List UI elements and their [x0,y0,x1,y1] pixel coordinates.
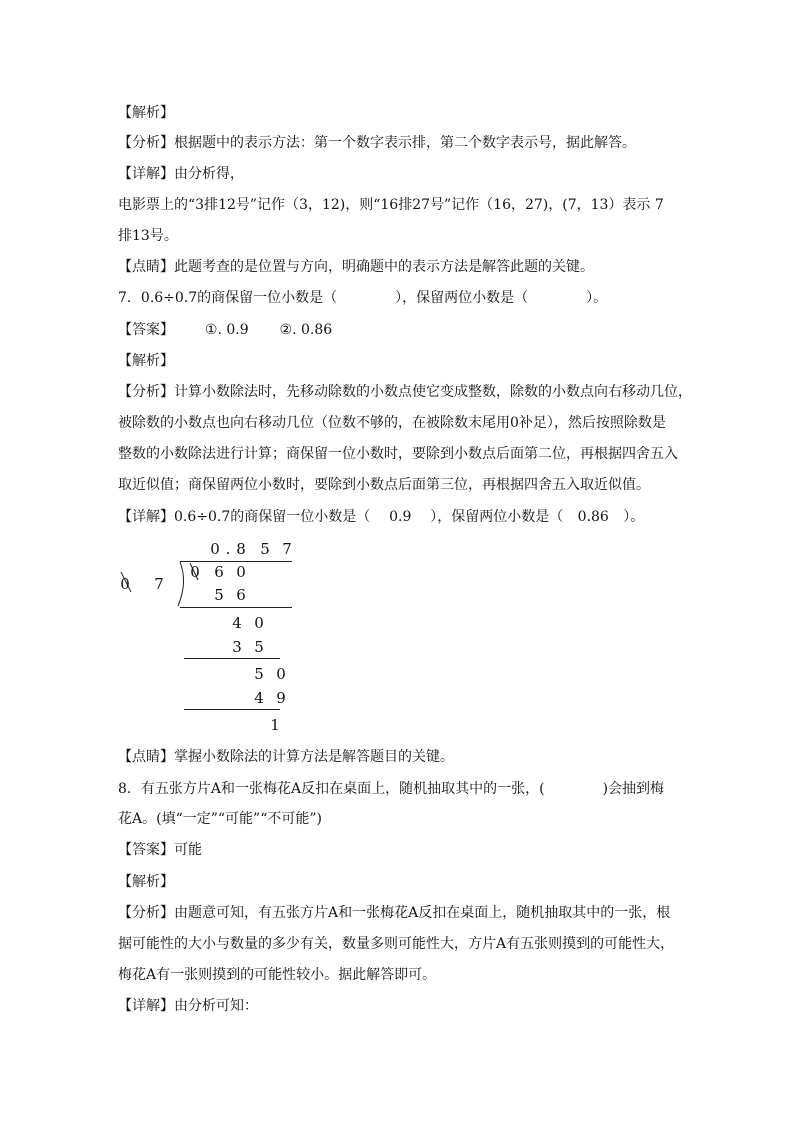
step-digit: 6 [236,586,246,604]
divisor-digit: 7 [154,575,164,593]
q8-fenxi-line-2: 据可能性的大小与数量的多少有关，数量多则可能性大，方片A有五张则摸到的可能性大， [118,936,675,952]
dianjing-label: 【点睛】 [118,749,174,765]
q8-jiexi-heading: 【解析】 [118,874,174,890]
subtraction-line [180,607,292,608]
fenxi-label: 【分析】 [118,905,174,921]
dianjing-text: 掌握小数除法的计算方法是解答题目的关键。 [174,749,454,765]
fenxi-label: 【分析】 [118,135,174,151]
q8-answer [118,840,678,860]
quotient-digit: 7 [282,540,292,558]
q8-question-line-1: 8．有五张方片A和一张梅花A反扣在桌面上，随机抽取其中的一张，( )会抽到梅 [118,781,665,797]
q6-detail-line-2: 排13号。 [118,228,178,244]
divisor-digit: 0 [120,575,130,593]
q8-fenxi-line-1: 【分析】由题意可知，有五张方片A和一张梅花A反扣在桌面上，随机抽取其中的一张，根 [118,905,671,921]
step-digit: 0 [254,614,264,632]
step-digit: 4 [254,689,264,707]
q8-fenxi-line-3: 梅花A有一张则摸到的可能性较小。据此解答即可。 [118,967,437,983]
q7-fenxi-line-1: 【分析】计算小数除法时，先移动除数的小数点使它变成整数，除数的小数点向右移动几位， [118,384,692,400]
subtraction-line [184,709,280,710]
q8-question-line-2: 花A。(填“一定”“可能”“不可能”) [118,811,322,827]
xiangjie-answer-1: 0.9 [389,509,412,525]
step-digit: 5 [254,665,264,683]
q6-xiangjie [118,164,678,184]
subtraction-line [184,658,280,659]
q7-dianjing [118,747,678,767]
long-division [118,532,318,742]
step-digit: 5 [214,586,224,604]
step-digit: 0 [276,665,286,683]
step-digit: 9 [276,689,286,707]
dianjing-text: 此题考查的是位置与方向，明确题中的表示方法是解答此题的关键。 [174,259,594,275]
dividend-digit: 0 [190,563,200,581]
fenxi-text: 根据题中的表示方法：第一个数字表示排，第二个数字表示号，据此解答。 [174,135,636,151]
answer-text: 可能 [174,842,202,858]
q7-jiexi-heading: 【解析】 [118,353,174,369]
final-remainder: 1 [270,716,280,734]
answer-2: ②. 0.86 [279,322,333,338]
dividend-digit: 0 [236,563,246,581]
dianjing-label: 【点睛】 [118,259,174,275]
q7-answer [118,320,678,340]
daan-label: 【答案】 [118,842,174,858]
quotient-point: . [225,540,231,558]
q7-question: 7．0.6÷0.7的商保留一位小数是（ ），保留两位小数是（ ）。 [118,290,608,306]
divisor-point-strike [121,572,131,592]
q8-xiangjie [118,996,678,1016]
quotient-digit: 0 [210,540,220,558]
q7-fenxi-line-2: 被除数的小数点也向右移动几位（位数不够的，在被除数末尾用0补足），然后按照除数是 [118,415,666,431]
step-digit: 5 [254,638,264,656]
q6-dianjing [118,257,678,277]
step-digit: 4 [232,614,242,632]
step-digit: 3 [232,638,242,656]
xiangjie-text: 由分析得， [174,166,244,182]
q6-fenxi [118,133,678,153]
daan-label: 【答案】 [118,322,174,338]
answer-1: ①. 0.9 [204,322,249,338]
xiangjie-answer-2: 0.86 [577,509,609,525]
quotient-digit: 5 [260,540,270,558]
q7-fenxi-line-4: 取近似值；商保留两位小数时，要除到小数点后面第三位，再根据四舍五入取近似值。 [118,477,650,493]
xiangjie-label: 【详解】 [118,509,174,525]
q6-detail-line-1: 电影票上的“3排12号”记作（3，12)，则“16排27号”记作（16，27)，(7，13）表示 7 [118,197,664,213]
quotient-digit: 8 [236,540,246,558]
q7-xiangjie: 【详解】0.6÷0.7的商保留一位小数是（ 0.9 ），保留两位小数是（ 0.86 ）。 [118,509,645,525]
fenxi-label: 【分析】 [118,384,174,400]
dividend-digit: 6 [214,563,224,581]
q6-jiexi-heading: 【解析】 [118,105,174,121]
q7-fenxi-line-3: 整数的小数除法进行计算；商保留一位小数时，要除到小数点后面第二位，再根据四舍五入 [118,446,678,462]
xiangjie-label: 【详解】 [118,998,174,1014]
xiangjie-text: 由分析可知： [174,998,258,1014]
division-bracket [178,562,184,606]
xiangjie-label: 【详解】 [118,166,174,182]
